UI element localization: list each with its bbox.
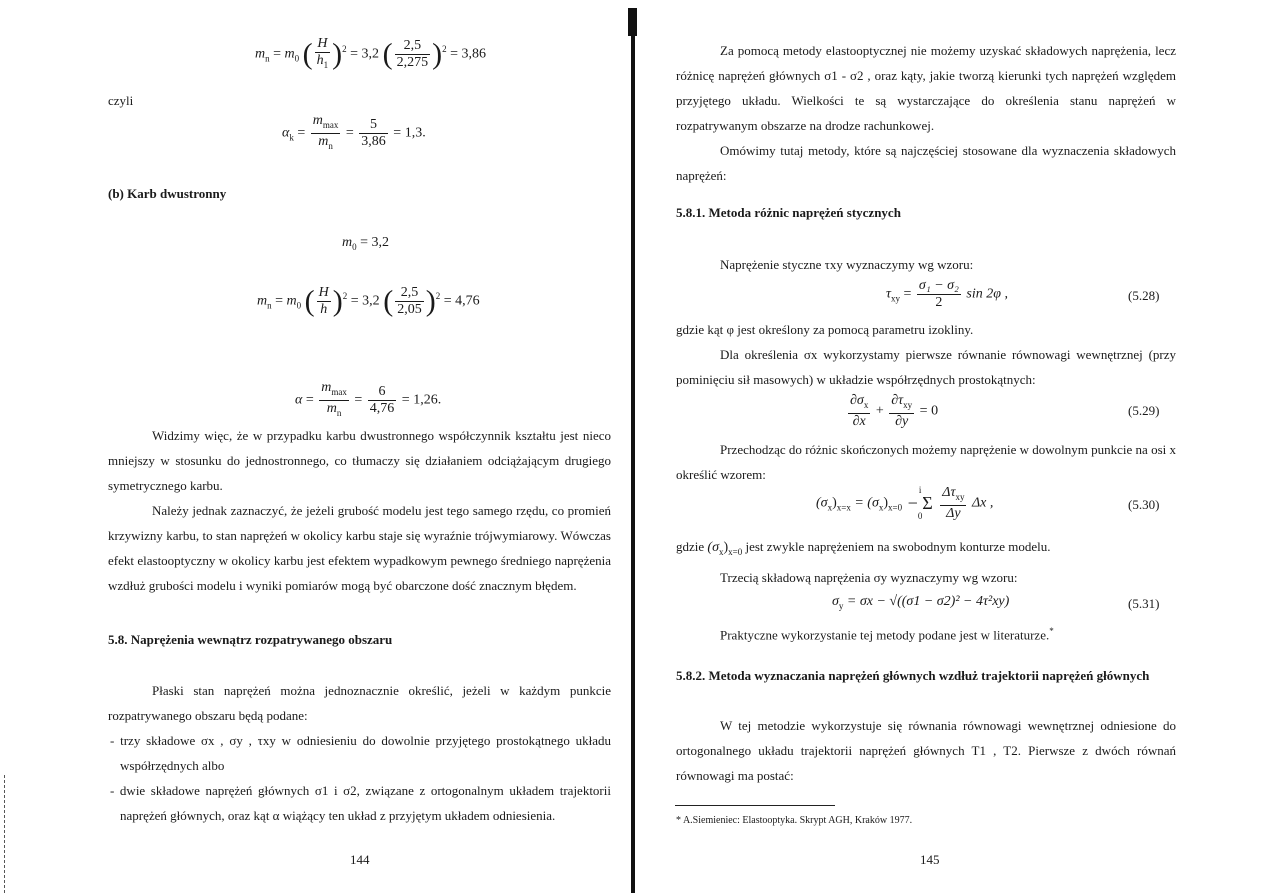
equation-number: (5.29) [1128, 403, 1160, 418]
paragraph-block [676, 534, 1196, 590]
paragraph: Dla określenia σx wykorzystamy pierwsze równanie równowagi wewnętrznej (przy pominięciu sił masowych) w układzie współrzędnych prostokątnych: [676, 347, 1176, 387]
equation-alpha: α = $\frac{m_{max}}{m_n}$ = $\frac{6}{4,76}$ = 1,26. [295, 380, 442, 418]
paragraph: Widzimy więc, że w przypadku karbu dwustronnego współczynnik kształtu jest nieco mniejszy w stosunku do jednostronnego, co tłumaczy się działaniem odciążającym drugiego symetrycznego karbu. [108, 428, 611, 493]
equation-5-28: $\tau_{xy}$ = $\frac{\text{σ₁ − σ₂}}{2}$ sin 2φ , [886, 278, 1009, 310]
section-heading-5-8: 5.8. Naprężenia wewnątrz rozpatrywanego obszaru [108, 632, 393, 647]
equation-5-31: $\sigma_y = \sigma x - √((\sigma 1 - \sigma 2)^2 - 4\tau^2xy)$ [832, 594, 1010, 611]
left-page [0, 0, 630, 893]
page-number: 144 [350, 852, 370, 867]
paragraph: Naprężenie styczne τxy wyznaczymy wg wzoru: [720, 257, 974, 272]
list-item: - dwie składowe naprężeń głównych σ1 i σ2, związane z ortogonalnym układem trajektorii naprężeń głównych, oraz kąt α wiążący ten układ z przyjętym układem odniesienia. [110, 783, 611, 823]
page-number: 145 [920, 852, 940, 867]
paragraph: Należy jednak zaznaczyć, że jeżeli grubość modelu jest tego samego rzędu, co promień krzywizny karbu, to stan naprężeń w okolicy karbu staje się wyraźnie trójwymiarowy. Wówczas efekt elastooptyczny w okolicy karbu jest efektem wypadkowym pewnego średniego naprężenia wzdłuż grubości modelu i wyniki pomiarów mogą być obarczone dość znacznym błędem. [108, 503, 611, 593]
paragraph: W tej metodzie wykorzystuje się równania równowagi wewnętrznej odniesione do ortogonalnego układu trajektorii naprężeń głównych T1 , T2. Pierwsze z dwóch równań równowagi ma postać: [676, 718, 1176, 783]
czyli-label: czyli [108, 93, 134, 108]
paragraph: Za pomocą metody elastooptycznej nie możemy uzyskać składowych naprężenia, lecz różnicę naprężeń głównych σ1 - σ2 , oraz kąty, jakie tworzą kierunki tych naprężeń względem przyjętego układu. Wielkości te są wystarczające do określenia stanu naprężeń w rozpatrywanym obszarze na drodze rachunkowej. [676, 43, 1176, 133]
equation-mn-one-sided: $m_n = m_0$ ( $\frac{H}{h_1}$ )$^2$ = 3,2 ( $\frac{2,5}{2,275}$ )$^2$ = 3,86 [255, 36, 486, 71]
paragraph: Omówimy tutaj metody, które są najczęściej stosowane dla wyznaczenia składowych naprężeń: [676, 143, 1176, 183]
footnote-rule [675, 805, 835, 806]
body-text-left-2 [108, 678, 611, 828]
equation-number: (5.28) [1128, 288, 1160, 303]
paragraph: gdzie $(\sigma_x)_{x=0}$ jest zwykle naprężeniem na swobodnym konturze modelu. [676, 539, 1051, 557]
paragraph-block [676, 317, 1176, 392]
right-page [640, 0, 1263, 893]
equation-m0: $m_0 = 3,2$ [342, 235, 390, 252]
equation-5-30: $(\sigma_x)_{x=x} = (\sigma_x)_{x=0}$ i − Σ 0 $\frac{\Delta\tau_{xy}}{\Delta y}$ Δx , [816, 485, 994, 522]
inline-equation: $(\sigma_x)_{x=0}$ [707, 540, 743, 557]
section-heading-b: (b) Karb dwustronny [108, 186, 227, 201]
body-text-left [108, 423, 611, 598]
body-text-right [676, 38, 1176, 188]
paragraph: Przechodząc do różnic skończonych możemy naprężenie w dowolnym punkcie na osi x określić wzorem: [676, 442, 1176, 482]
footnote: * A.Siemieniec: Elastooptyka. Skrypt AGH, Kraków 1977. [676, 815, 913, 826]
paragraph: Praktyczne wykorzystanie tej metody podane jest w literaturze.* [720, 626, 1054, 643]
paragraph: gdzie kąt φ jest określony za pomocą parametru izokliny. [676, 322, 974, 337]
section-heading-5-8-2: 5.8.2. Metoda wyznaczania naprężeń głównych wzdłuż trajektorii naprężeń głównych [676, 668, 1150, 683]
equation-alpha-k: $\alpha_k$ = $\frac{m_{max}}{m_n}$ = $\frac{5}{3,86}$ = 1,3. [282, 113, 426, 151]
paragraph-block [676, 437, 1176, 487]
paragraph: Płaski stan naprężeń można jednoznacznie określić, jeżeli w każdym punkcie rozpatrywanego obszaru będą podane: [108, 683, 611, 723]
book-spine [631, 10, 635, 893]
paragraph-block [676, 252, 1176, 277]
list-item: - trzy składowe σx , σy , τxy w odniesieniu do dowolnie przyjętego prostokątnego układu współrzędnych albo [110, 733, 611, 773]
equation-number: (5.31) [1128, 596, 1160, 611]
paragraph-block [676, 713, 1176, 788]
equation-number: (5.30) [1128, 497, 1160, 512]
equation-mn-two-sided: $m_n = m_0$ ( $\frac{H}{h}$ )$^2$ = 3,2 ( $\frac{2,5}{2,05}$ )$^2$ = 4,76 [257, 284, 480, 318]
section-heading-5-8-1: 5.8.1. Metoda różnic naprężeń stycznych [676, 205, 901, 220]
equation-5-29: $\frac{\partial\sigma_x}{\partial x}$ + $\frac{\partial\tau_{xy}}{\partial y}$ = 0 [850, 393, 939, 429]
paragraph: Trzecią składową naprężenia σy wyznaczymy wg wzoru: [720, 569, 1018, 585]
paragraph-block [676, 619, 1176, 647]
